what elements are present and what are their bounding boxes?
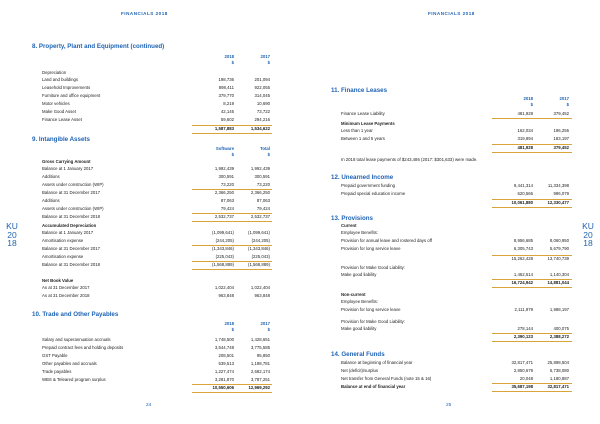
side-tab-year1: 20 (583, 229, 593, 240)
row-value: 2,366,250 (214, 190, 234, 195)
row-label: Balance at 31 December 2017 (42, 190, 101, 195)
value: 379,452 (553, 111, 569, 116)
row-label: Less than 1 year (341, 128, 373, 133)
row-label: Provision for long service leave (341, 246, 401, 251)
row-value: 11,334,398 (547, 183, 569, 188)
row-value: 1,022,404 (250, 285, 270, 290)
row-label: Additions (42, 174, 60, 179)
col-2018: 2018 (224, 54, 234, 59)
row-label: Balance at 31 December 2018 (42, 262, 101, 267)
label: Gross Carrying Amount (42, 159, 91, 164)
table-row (341, 190, 571, 198)
row-value: 183,197 (553, 136, 569, 141)
value: 14,881,044 (547, 280, 569, 285)
row-label: Furniture and office equipment (42, 93, 101, 98)
label: Make good liability (341, 272, 377, 277)
row-label: Balance at 1 January 2017 (42, 230, 94, 235)
row-label: Land and buildings (42, 77, 79, 82)
divider (492, 207, 572, 208)
value: 12,330,477 (547, 200, 569, 205)
table-row (42, 173, 270, 181)
row-value: 963,848 (254, 293, 270, 298)
table-row (42, 108, 270, 116)
currency: $ (267, 152, 270, 157)
row-value: 1,227,474 (214, 369, 234, 374)
section-title: 13. Provisions (331, 215, 373, 222)
row-value: (1,099,641) (248, 230, 270, 235)
row-value: 8,956,685 (513, 238, 533, 243)
row-label: Salary and superannuation accruals (42, 337, 111, 342)
row-value: 3,544,748 (214, 345, 234, 350)
row-value: 2,682,174 (250, 369, 270, 374)
row-label: Assets under construction (WIP) (42, 206, 104, 211)
table-row (341, 127, 571, 135)
row-value: 5,679,790 (549, 246, 569, 251)
divider (492, 287, 572, 288)
divider (492, 118, 572, 119)
row-value: 73,220 (256, 182, 270, 187)
col-2017: 2017 (559, 96, 569, 101)
row-value: 10,690 (256, 101, 270, 106)
subtotal-row (341, 255, 571, 263)
page-header: FINANCIALS 2018 (428, 11, 475, 16)
value: 481,928 (517, 145, 533, 150)
row-value: (1,568,889) (248, 262, 270, 267)
row-value: 201,094 (254, 77, 270, 82)
side-tab (579, 222, 597, 248)
table-row (42, 92, 270, 100)
currency: $ (530, 102, 533, 107)
table-row (42, 181, 270, 189)
row-value: 8,219 (223, 101, 234, 106)
row-label: WBS & Teleared program surplus (42, 377, 106, 382)
value: 32,817,471 (547, 384, 569, 389)
row-label: Between 1 and 5 years (341, 136, 385, 141)
table-row (42, 116, 270, 124)
table-row (42, 336, 270, 344)
table-row (341, 359, 571, 367)
row-label: As at 31 December 2018 (42, 293, 90, 298)
row-value: 379,770 (218, 93, 234, 98)
row-value: (1,343,846) (248, 246, 270, 251)
table-row (42, 368, 270, 376)
label: Balance at end of financial year (341, 384, 406, 389)
row-value: 1,180,887 (549, 376, 569, 381)
label: Employee Benefits: (341, 230, 379, 235)
row-label: Balance at beginning of financial year (341, 360, 413, 365)
value: 10,550,606 (212, 385, 234, 390)
label: Depreciation (42, 70, 67, 75)
row-value: (244,205) (251, 238, 270, 243)
row-label: Provision for annual leave and rostered days off (341, 238, 432, 243)
value: 1,988,197 (549, 307, 569, 312)
col-software: Software (215, 146, 234, 151)
table-row (42, 344, 270, 352)
value: 15,262,428 (511, 256, 533, 261)
section-title: 14. General Funds (331, 351, 385, 358)
row-value: 1,198,781 (250, 361, 270, 366)
section-title: 9. Intangible Assets (32, 136, 90, 143)
row-value: 922,055 (254, 85, 270, 90)
row-value: 208,501 (218, 353, 234, 358)
value: 1,140,304 (549, 272, 569, 277)
side-tab-ku: KU (582, 221, 594, 231)
side-tab-year2: 18 (583, 238, 593, 249)
row-value: 6,305,743 (513, 246, 533, 251)
row-value: 59,602 (220, 117, 234, 122)
label: Employee Benefits: (341, 299, 379, 304)
row-value: 620,566 (517, 191, 533, 196)
divider (192, 133, 272, 134)
col-2017: 2017 (260, 54, 270, 59)
total-row (42, 384, 270, 392)
side-tab-year1: 20 (7, 229, 17, 240)
label: Net Book Value (42, 278, 74, 283)
divider (192, 189, 272, 190)
table-row (42, 261, 270, 269)
row-value: (1,099,641) (212, 230, 234, 235)
row-value: 294,216 (254, 117, 270, 122)
row-label: Finance Lease Asset (42, 117, 82, 122)
value: 16,724,942 (511, 280, 533, 285)
side-tab (3, 222, 21, 248)
row-value: 20,048 (519, 376, 533, 381)
row-label: Prepaid government funding (341, 183, 395, 188)
label: Minimum Lease Payments (341, 121, 395, 126)
row-value: 996,079 (553, 191, 569, 196)
value: 1,587,883 (214, 126, 234, 131)
value: 1,462,514 (513, 272, 533, 277)
currency-headers (42, 326, 270, 334)
row-label: Net transfer from General Funds (note 15 & 16) (341, 376, 432, 381)
row-value: 196,255 (553, 128, 569, 133)
row-value: 3,775,585 (250, 345, 270, 350)
row-label: Net (deficit)/surplus (341, 368, 379, 373)
col-2018: 2018 (224, 321, 234, 326)
row-value: 1,022,404 (214, 285, 234, 290)
divider (492, 391, 572, 392)
total-row (42, 125, 270, 133)
table-row (42, 376, 270, 384)
col-2018: 2018 (523, 96, 533, 101)
value: 10,061,880 (511, 200, 533, 205)
row-label: Prepaid special education income (341, 191, 406, 196)
row-value: 1,992,439 (250, 166, 270, 171)
table-row (42, 245, 270, 253)
row-label: Balance at 31 December 2018 (42, 214, 101, 219)
divider (192, 213, 272, 214)
total-row (341, 199, 571, 207)
label: Non-current (341, 292, 366, 297)
table-row (42, 76, 270, 84)
data-row (341, 271, 571, 279)
side-tab-ku: KU (6, 221, 18, 231)
table-row (42, 213, 270, 221)
label: Accumulated Depreciation (42, 223, 97, 228)
currency-headers (42, 59, 270, 67)
row-value: 162,034 (517, 128, 533, 133)
row-label: Balance at 1 January 2017 (42, 166, 94, 171)
value: 13,740,739 (547, 256, 569, 261)
row-value: 42,145 (220, 109, 234, 114)
value: 481,928 (517, 111, 533, 116)
row-value: 8,060,950 (549, 238, 569, 243)
value: 400,075 (553, 326, 569, 331)
row-value: 32,817,471 (511, 360, 533, 365)
table-row (42, 237, 270, 245)
row-label: Make Good Asset (42, 109, 76, 114)
right-page (300, 0, 600, 424)
table-row (341, 237, 571, 245)
row-value: 198,736 (218, 77, 234, 82)
row-label: Additions (42, 198, 60, 203)
label: Provision for long service leave (341, 307, 401, 312)
row-label: As at 31 December 2017 (42, 285, 90, 290)
row-value: 25,898,504 (547, 360, 569, 365)
label: Make good liability (341, 326, 377, 331)
row-value: (1,343,846) (212, 246, 234, 251)
label: Provision for Make Good Liability: (341, 265, 406, 270)
section-title: 10. Trade and Other Payables (32, 311, 119, 318)
col-total: Total (260, 146, 270, 151)
row-label: Trade payables (42, 369, 72, 374)
row-value: 2,532,737 (250, 214, 270, 219)
row-label: Prepaid contract fees and holding deposits (42, 345, 124, 350)
currency-headers (341, 101, 571, 109)
value: 35,687,198 (511, 384, 533, 389)
row-value: 3,281,870 (214, 377, 234, 382)
row-value: 87,063 (256, 198, 270, 203)
table-row (341, 135, 571, 143)
row-label: Leasehold Improvements (42, 85, 91, 90)
table-row (42, 253, 270, 261)
table-row (341, 182, 571, 190)
total-row (341, 383, 571, 391)
row-value: 5,738,080 (549, 368, 569, 373)
value: 278,144 (517, 326, 533, 331)
row-value: 1,428,651 (250, 337, 270, 342)
table-row (42, 197, 270, 205)
page-number: 24 (146, 403, 152, 408)
currency: $ (231, 152, 234, 157)
row-value: (225,043) (251, 254, 270, 259)
data-row (341, 306, 571, 314)
row-value: 2,532,737 (214, 214, 234, 219)
row-value: 898,411 (218, 85, 234, 90)
currency: $ (231, 60, 234, 65)
divider (192, 245, 272, 246)
table-row (42, 84, 270, 92)
row-value: 2,366,250 (250, 190, 270, 195)
currency: $ (267, 327, 270, 332)
row-value: 2,850,679 (513, 368, 533, 373)
row-value: (1,568,889) (212, 262, 234, 267)
row-value: 963,848 (218, 293, 234, 298)
note (341, 156, 571, 164)
row-label: Amortisation expense (42, 254, 84, 259)
data-row (341, 325, 571, 333)
value: 379,452 (553, 145, 569, 150)
row-value: 95,850 (256, 353, 270, 358)
row-value: 9,441,314 (513, 183, 533, 188)
row-value: 3,787,251 (250, 377, 270, 382)
row-value: 79,424 (256, 206, 270, 211)
data-row (341, 110, 571, 118)
row-label: Assets under construction (WIP) (42, 182, 104, 187)
section-title: 12. Unearned Income (331, 174, 394, 181)
table-row (341, 245, 571, 253)
divider (192, 261, 272, 262)
row-value: 1,992,439 (214, 166, 234, 171)
total-row (341, 333, 571, 341)
row-value: (225,043) (215, 254, 234, 259)
table-row (42, 229, 270, 237)
divider (492, 152, 572, 153)
currency: $ (267, 60, 270, 65)
total-row (341, 279, 571, 287)
table-row (42, 100, 270, 108)
table-row (42, 360, 270, 368)
col-2017: 2017 (260, 321, 270, 326)
row-value: 87,063 (220, 198, 234, 203)
divider (192, 392, 272, 393)
section-title: 11. Finance Leases (331, 87, 388, 94)
table-row (341, 367, 571, 375)
row-value: 1,748,500 (214, 337, 234, 342)
divider (492, 341, 572, 342)
row-value: 300,591 (218, 174, 234, 179)
currency: $ (231, 327, 234, 332)
row-label: Amortisation expense (42, 238, 84, 243)
table-row (42, 189, 270, 197)
table-row (42, 292, 270, 300)
row-value: 539,513 (218, 361, 234, 366)
table-row (42, 165, 270, 173)
row-value: (244,205) (215, 238, 234, 243)
label: Provision for Make Good Liability: (341, 319, 406, 324)
row-value: 300,591 (254, 174, 270, 179)
row-label: GST Payable (42, 353, 68, 358)
value: 1,534,622 (250, 126, 270, 131)
row-label: Motor vehicles (42, 101, 70, 106)
group-label (341, 229, 571, 237)
value: 2,111,979 (514, 307, 533, 312)
table-row (42, 205, 270, 213)
table-row (341, 375, 571, 383)
value: 2,390,123 (513, 334, 533, 339)
label: Finance Lease Liability (341, 111, 385, 116)
note-text: In 2018 total lease payments of $243,486 (2017: $301,633) were made. (341, 157, 478, 162)
table-row (42, 284, 270, 292)
value: 2,388,272 (549, 334, 569, 339)
side-tab-year2: 18 (7, 238, 17, 249)
row-label: Balance at 31 December 2017 (42, 246, 101, 251)
page-header: FINANCIALS 2018 (121, 11, 168, 16)
row-value: 73,722 (256, 109, 270, 114)
row-value: 73,220 (220, 182, 234, 187)
row-value: 319,894 (517, 136, 533, 141)
total-row (341, 144, 571, 152)
currency: $ (566, 102, 569, 107)
row-label: Other payables and accruals (42, 361, 97, 366)
value: 12,969,292 (248, 385, 270, 390)
label: Current (341, 223, 357, 228)
page-number: 25 (446, 403, 452, 408)
row-value: 314,045 (254, 93, 270, 98)
table-row (42, 352, 270, 360)
divider (192, 269, 272, 270)
group-label (341, 298, 571, 306)
section-title: 8. Property, Plant and Equipment (continued) (32, 43, 165, 50)
row-value: 79,424 (220, 206, 234, 211)
